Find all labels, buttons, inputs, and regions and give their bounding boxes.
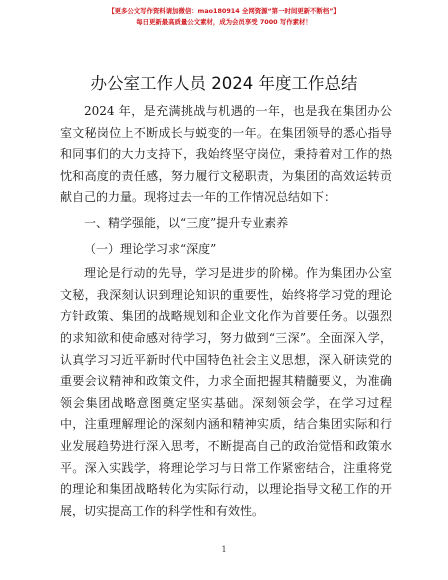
banner-line-1: 【更多公文写作资料请加微信：mao180914 全网资源“第一时间更新不断档”】 xyxy=(108,7,340,15)
subsection-heading: （一）理论学习求“深度” xyxy=(84,241,217,256)
document-body xyxy=(60,101,392,522)
page-number: 1 xyxy=(221,545,227,554)
body-paragraph: 理论是行动的先导，学习是进步的阶梯。作为集团办公室文秘，我深刻认识到理论知识的重要性，始终将学习党的理论方针政策、集团的战略规划和企业文化作为首要任务。以强烈的求知欲和使命感对待学习，努力做到“三深”。全面深入学，认真学习习近平新时代中国特色社会主义思想，深入研读党的重要会议精神和政策文件，力求全面把握其精髓要义，为准确领会集团战略意图奠定坚实基础。深刻领会学，在学习过程中，注重理解理论的深刻内涵和精神实质，结合集团实际和行业发展趋势进行深入思考，不断提高自己的政治觉悟和政策水平。深入实践学，将理论学习与日常工作紧密结合，注重将党的理论和集团战略转化为实际行动，以理论指导文秘工作的开展，切实提高工作的科学性和有效性。 xyxy=(60,266,392,518)
banner-line-2: 每日更新最高质量公文素材，成为会员享受 7000 写作素材！ xyxy=(136,18,312,26)
document-title: 办公室工作人员 2024 年度工作总结 xyxy=(90,74,358,93)
section-heading: 一、精学强能，以“三度”提升专业素养 xyxy=(84,215,289,230)
promo-banner xyxy=(0,6,448,28)
intro-paragraph: 2024 年，是充满挑战与机遇的一年，也是我在集团办公室文秘岗位上不断成长与蜕变的一年。在集团领导的悉心指导和同事们的大力支持下，我始终坚守岗位，秉持着对工作的热忱和高度的责任感，努力履行文秘职责，为集团的高效运转贡献自己的力量。现将过去一年的工作情况总结如下： xyxy=(60,104,392,205)
